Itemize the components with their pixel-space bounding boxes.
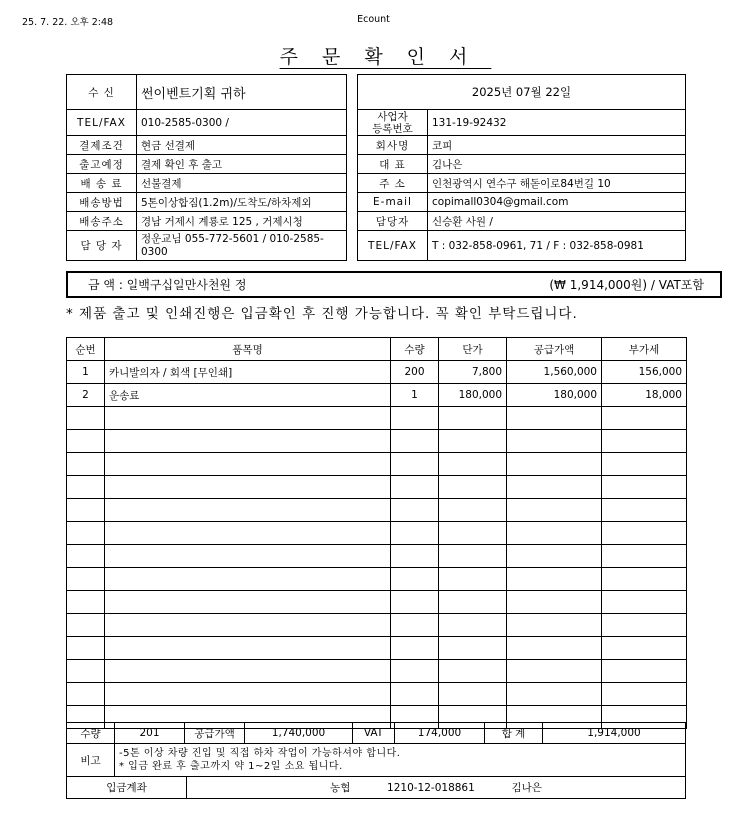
address-label: 주 소 (358, 174, 428, 193)
empty-cell (602, 476, 687, 499)
ship-fee-label: 배 송 료 (67, 174, 137, 193)
empty-cell (602, 614, 687, 637)
empty-cell (391, 476, 439, 499)
col-supply: 공급가액 (507, 338, 602, 361)
empty-row (67, 476, 687, 499)
ceo-value: 김나은 (428, 155, 686, 174)
item-qty: 200 (391, 361, 439, 384)
col-price: 단가 (439, 338, 507, 361)
empty-cell (507, 499, 602, 522)
empty-cell (67, 453, 105, 476)
empty-cell (602, 683, 687, 706)
supplier-table (357, 74, 686, 261)
empty-cell (67, 407, 105, 430)
empty-cell (507, 591, 602, 614)
supplier-telfax-label: TEL/FAX (358, 231, 428, 261)
total-qty: 201 (115, 723, 185, 744)
col-no: 순번 (67, 338, 105, 361)
empty-cell (507, 637, 602, 660)
empty-row (67, 591, 687, 614)
empty-cell (391, 660, 439, 683)
empty-cell (602, 522, 687, 545)
notice-text: * 제품 출고 및 인쇄진행은 입금확인 후 진행 가능합니다. 꼭 확인 부탁드립니다. (66, 306, 578, 322)
empty-cell (105, 683, 391, 706)
empty-cell (602, 430, 687, 453)
empty-cell (439, 683, 507, 706)
item-vat: 156,000 (602, 361, 687, 384)
empty-cell (391, 637, 439, 660)
empty-cell (439, 591, 507, 614)
empty-cell (439, 545, 507, 568)
amount-words: 금 액 : 일백구십일만사천원 정 (88, 278, 247, 292)
empty-cell (391, 453, 439, 476)
recipient-table (66, 74, 347, 261)
empty-cell (602, 545, 687, 568)
empty-cell (439, 499, 507, 522)
empty-row (67, 407, 687, 430)
total-vat: 174,000 (395, 723, 485, 744)
empty-cell (67, 522, 105, 545)
reg-number-label: 사업자 등록번호 (358, 110, 428, 136)
empty-cell (67, 568, 105, 591)
email-value: copimall0304@gmail.com (428, 193, 686, 212)
ship-schedule-value: 결제 확인 후 출고 (137, 155, 347, 174)
empty-cell (439, 476, 507, 499)
bank-account: 1210-12-018861 (387, 782, 475, 794)
totals-table (66, 722, 686, 744)
empty-row (67, 683, 687, 706)
empty-cell (602, 660, 687, 683)
item-vat: 18,000 (602, 384, 687, 407)
remarks-line-1: -5톤 이상 차량 진입 및 직접 하차 작업이 가능하셔야 합니다. (119, 748, 401, 759)
empty-cell (67, 430, 105, 453)
empty-cell (602, 637, 687, 660)
empty-cell (602, 591, 687, 614)
ship-method-value: 5톤이상합짐(1.2m)/도착도/하차제외 (137, 193, 347, 212)
empty-cell (602, 453, 687, 476)
item-name: 운송료 (105, 384, 391, 407)
telfax-value: 010-2585-0300 / (137, 110, 347, 136)
empty-cell (391, 430, 439, 453)
items-table (66, 337, 687, 729)
empty-cell (439, 568, 507, 591)
empty-cell (105, 614, 391, 637)
empty-cell (507, 545, 602, 568)
page-title: 주문확인서 (279, 46, 492, 68)
ship-schedule-label: 출고예정 (67, 155, 137, 174)
empty-row (67, 614, 687, 637)
empty-cell (105, 545, 391, 568)
empty-cell (105, 476, 391, 499)
empty-cell (507, 430, 602, 453)
empty-cell (105, 591, 391, 614)
item-name: 카니발의자 / 회색 [무인쇄] (105, 361, 391, 384)
empty-cell (105, 499, 391, 522)
item-qty: 1 (391, 384, 439, 407)
empty-cell (67, 545, 105, 568)
empty-cell (67, 683, 105, 706)
empty-cell (507, 522, 602, 545)
manager-label: 담당자 (358, 212, 428, 231)
empty-row (67, 568, 687, 591)
empty-row (67, 522, 687, 545)
empty-cell (439, 614, 507, 637)
bank-table (66, 776, 686, 799)
empty-cell (391, 683, 439, 706)
empty-cell (507, 660, 602, 683)
ship-fee-value: 선불결제 (137, 174, 347, 193)
total-supply-label: 공급가액 (185, 723, 245, 744)
empty-cell (105, 637, 391, 660)
empty-cell (507, 614, 602, 637)
empty-cell (507, 407, 602, 430)
ship-method-label: 배송방법 (67, 193, 137, 212)
empty-row (67, 637, 687, 660)
empty-cell (507, 568, 602, 591)
item-price: 7,800 (439, 361, 507, 384)
contact-value: 정운교님 055-772-5601 / 010-2585-0300 (137, 231, 347, 261)
company-value: 코피 (428, 136, 686, 155)
ship-address-value: 경남 거제시 계룡로 125 , 거제시청 (137, 212, 347, 231)
item-no: 2 (67, 384, 105, 407)
empty-cell (507, 476, 602, 499)
empty-cell (507, 683, 602, 706)
bank-holder: 김나은 (511, 782, 542, 794)
empty-cell (439, 407, 507, 430)
email-label: E-mail (358, 193, 428, 212)
item-no: 1 (67, 361, 105, 384)
empty-cell (391, 614, 439, 637)
empty-cell (602, 499, 687, 522)
table-row (67, 384, 687, 407)
col-vat: 부가세 (602, 338, 687, 361)
payment-value: 현금 선결제 (137, 136, 347, 155)
item-price: 180,000 (439, 384, 507, 407)
empty-row (67, 453, 687, 476)
empty-cell (67, 614, 105, 637)
empty-row (67, 430, 687, 453)
item-supply: 180,000 (507, 384, 602, 407)
ceo-label: 대 표 (358, 155, 428, 174)
empty-cell (391, 499, 439, 522)
empty-cell (67, 660, 105, 683)
app-name: Ecount (357, 14, 390, 25)
empty-cell (439, 637, 507, 660)
empty-cell (391, 568, 439, 591)
telfax-label: TEL/FAX (67, 110, 137, 136)
empty-cell (67, 591, 105, 614)
remarks-table (66, 743, 686, 777)
company-label: 회사명 (358, 136, 428, 155)
bank-name: 농협 (330, 782, 351, 794)
empty-cell (439, 522, 507, 545)
reg-number-value: 131-19-92432 (428, 110, 686, 136)
remarks-line-2: * 입금 완료 후 출고까지 약 1~2일 소요 됩니다. (119, 761, 343, 772)
empty-cell (602, 407, 687, 430)
empty-cell (105, 453, 391, 476)
empty-cell (507, 453, 602, 476)
empty-cell (602, 568, 687, 591)
recipient-value: 썬이벤트기획 귀하 (137, 75, 347, 110)
empty-cell (391, 545, 439, 568)
total-vat-label: VAT (353, 723, 395, 744)
col-name: 품목명 (105, 338, 391, 361)
empty-cell (67, 499, 105, 522)
empty-cell (439, 430, 507, 453)
order-date: 2025년 07월 22일 (358, 75, 686, 110)
total-supply: 1,740,000 (245, 723, 353, 744)
col-qty: 수량 (391, 338, 439, 361)
empty-cell (391, 522, 439, 545)
empty-cell (67, 476, 105, 499)
total-qty-label: 수량 (67, 723, 115, 744)
grand-total-label: 합 계 (485, 723, 543, 744)
empty-cell (105, 407, 391, 430)
manager-value: 신승환 사원 / (428, 212, 686, 231)
grand-total: 1,914,000 (543, 723, 686, 744)
empty-cell (105, 568, 391, 591)
amount-box (66, 271, 722, 298)
address-value: 인천광역시 연수구 해돋이로84번길 10 (428, 174, 686, 193)
empty-row (67, 660, 687, 683)
empty-cell (391, 591, 439, 614)
empty-cell (105, 660, 391, 683)
empty-cell (439, 453, 507, 476)
item-supply: 1,560,000 (507, 361, 602, 384)
empty-cell (67, 637, 105, 660)
bank-label: 입금계좌 (67, 777, 187, 799)
empty-cell (105, 522, 391, 545)
supplier-telfax-value: T : 032-858-0961, 71 / F : 032-858-0981 (428, 231, 686, 261)
contact-label: 담 당 자 (67, 231, 137, 261)
empty-cell (391, 407, 439, 430)
empty-row (67, 499, 687, 522)
empty-cell (439, 660, 507, 683)
remarks-label: 비고 (67, 744, 115, 777)
empty-row (67, 545, 687, 568)
table-row (67, 361, 687, 384)
print-datetime: 25. 7. 22. 오후 2:48 (22, 17, 114, 28)
empty-cell (105, 430, 391, 453)
ship-address-label: 배송주소 (67, 212, 137, 231)
amount-figure: (₩ 1,914,000원) / VAT포함 (549, 278, 704, 292)
recipient-label: 수 신 (67, 75, 137, 110)
payment-label: 결제조건 (67, 136, 137, 155)
